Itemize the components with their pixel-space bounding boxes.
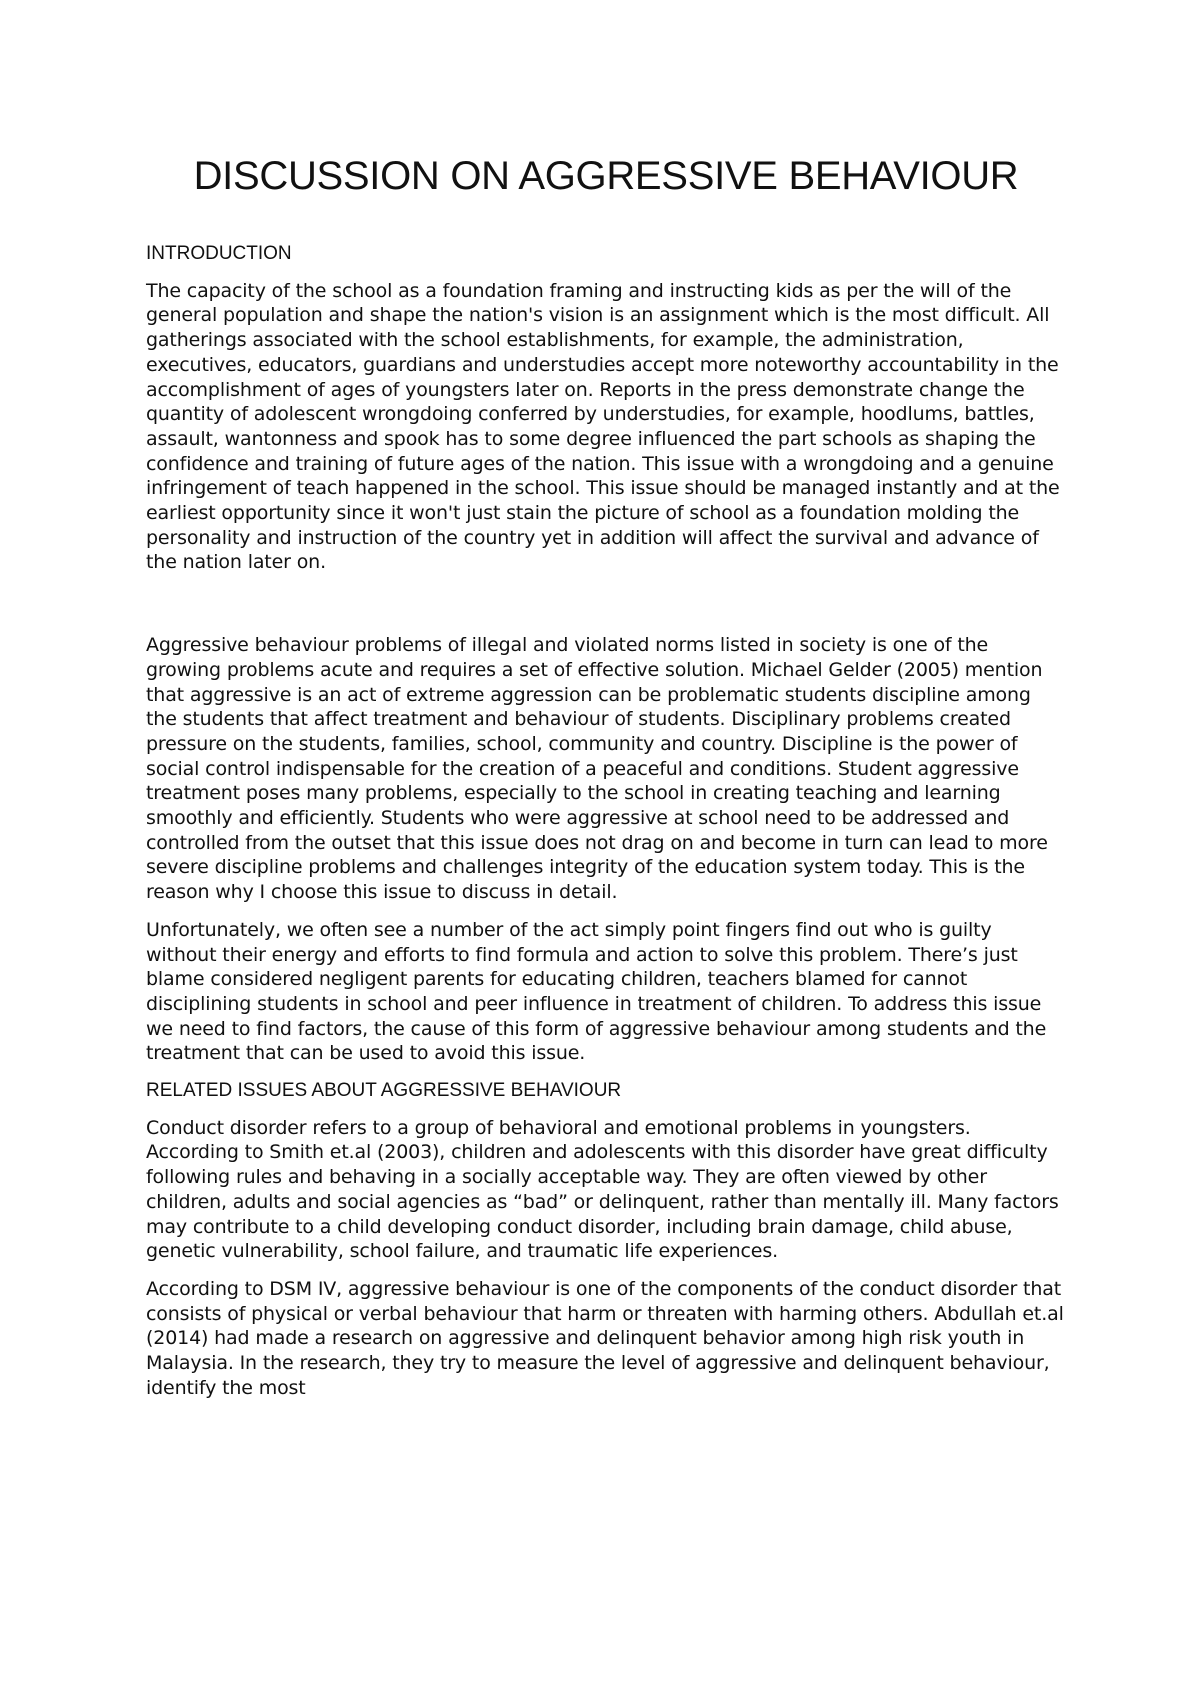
paragraph: Aggressive behaviour problems of illegal and violated norms listed in society is one of the growing problems acute and requires a set of effective solution. Michael Gelder (2005) mention that aggressive is an act of extreme aggression can be problematic students discipline among the students that affect treatment and behaviour of students. Disciplinary problems created pressure on the students, families, school, community and country. Discipline is the power of social control indispensable for the creation of a peaceful and conditions. Student aggressive treatment poses many problems, especially to the school in creating teaching and learning smoothly and efficiently. Students who were aggressive at school need to be addressed and controlled from the outset that this issue does not drag on and become in turn can lead to more severe discipline problems and challenges integrity of the education system today. This is the reason why I choose this issue to discuss in detail. (146, 634, 1048, 904)
paragraph: Unfortunately, we often see a number of the act simply point fingers find out who is guilty without their energy and efforts to find formula and action to solve this problem. There’s just blame considered negligent parents for educating children, teachers blamed for cannot disciplining students in school and peer influence in treatment of children. To address this issue we need to find factors, the cause of this form of aggressive behaviour among students and the treatment that can be used to avoid this issue. (146, 918, 1047, 1065)
paragraph: Conduct disorder refers to a group of behavioral and emotional problems in youngsters. According to Smith et.al (2003), children and adolescents with this disorder have great difficulty following rules and behaving in a socially acceptable way. They are often viewed by other children, adults and social agencies as “bad” or delinquent, rather than mentally ill. Many factors may contribute to a child developing conduct disorder, including brain damage, child abuse, genetic vulnerability, school failure, and traumatic life experiences. (146, 1116, 1059, 1263)
paragraph: According to DSM IV, aggressive behaviour is one of the components of the conduct disorder that consists of physical or verbal behaviour that harm or threaten with harming others. Abdullah et.al (2014) had made a research on aggressive and delinquent behavior among high risk youth in Malaysia. In the research, they try to measure the level of aggressive and delinquent behaviour, identify the most (146, 1277, 1064, 1399)
section-heading-introduction: INTRODUCTION (146, 243, 292, 264)
document-title: DISCUSSION ON AGGRESSIVE BEHAVIOUR (193, 154, 1019, 198)
document-body (146, 152, 1066, 1414)
paragraph: The capacity of the school as a foundation framing and instructing kids as per the will of the general population and shape the nation's vision is an assignment which is the most difficult. All gatherings associated with the school establishments, for example, the administration, executives, educators, guardians and understudies accept more noteworthy accountability in the accomplishment of ages of youngsters later on. Reports in the press demonstrate change the quantity of adolescent wrongdoing conferred by understudies, for example, hoodlums, battles, assault, wantonness and spook has to some degree influenced the part schools as shaping the confidence and training of future ages of the nation. This issue with a wrongdoing and a genuine infringement of teach happened in the school. This issue should be managed instantly and at the earliest opportunity since it won't just stain the picture of school as a foundation molding the personality and instruction of the country yet in addition will affect the survival and advance of the nation later on. (146, 279, 1060, 574)
section-heading-related-issues: RELATED ISSUES ABOUT AGGRESSIVE BEHAVIOUR (146, 1080, 622, 1102)
